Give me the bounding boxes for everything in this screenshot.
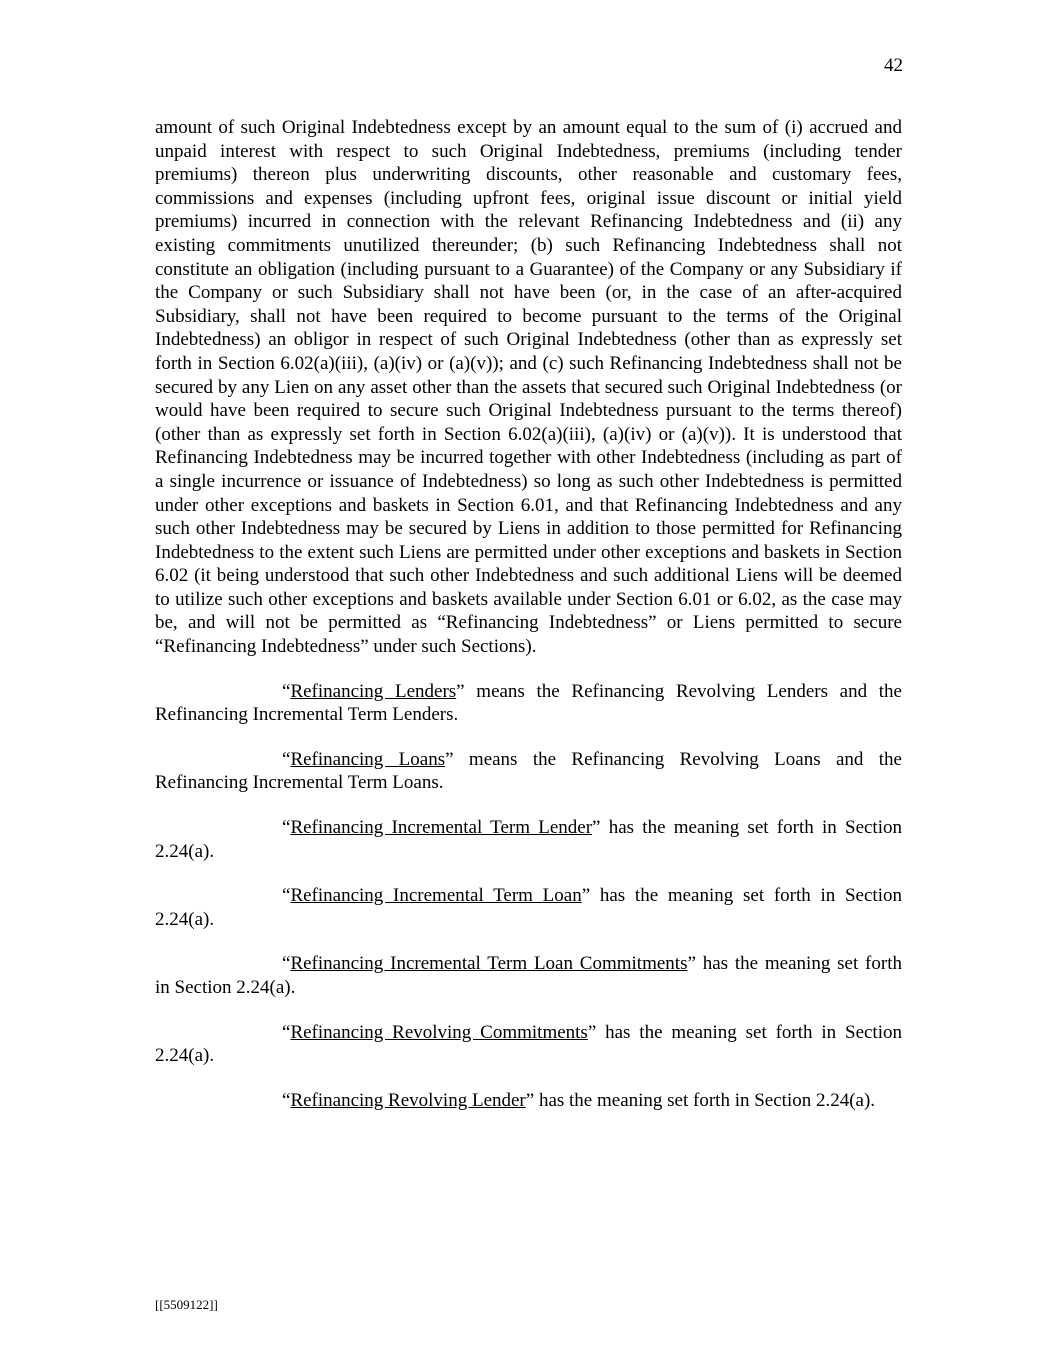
footer-doc-id: [[5509122]] — [155, 1297, 218, 1312]
open-quote: “ — [282, 1089, 291, 1111]
defined-term: Refinancing Revolving Commitments — [290, 1021, 588, 1043]
defined-term: Refinancing Incremental Term Loan Commitments — [290, 953, 688, 975]
document-content — [155, 116, 902, 1112]
definition-paragraph — [155, 748, 902, 795]
definition-paragraph — [155, 816, 902, 863]
open-quote: “ — [282, 680, 291, 702]
open-quote: “ — [282, 885, 291, 907]
open-quote: “ — [282, 748, 291, 770]
definition-text: ” has the meaning set forth in Section 2.24(a). — [155, 817, 902, 862]
defined-term: Refinancing Loans — [290, 748, 446, 770]
open-quote: “ — [282, 953, 291, 975]
definition-paragraph — [155, 680, 902, 727]
defined-term: Refinancing Revolving Lender — [290, 1089, 526, 1111]
page-number: 42 — [884, 55, 903, 76]
definition-paragraph — [155, 952, 902, 999]
open-quote: “ — [282, 1021, 291, 1043]
open-quote: “ — [282, 817, 291, 839]
definition-paragraph — [155, 1021, 902, 1068]
body-paragraph: amount of such Original Indebtedness except by an amount equal to the sum of (i) accrued and unpaid interest with respect to such Original Indebtedness, premiums (including tender premiums) thereon plus underwriting discounts, other reasonable and customary fees, commissions and expenses (including upfront fees, original issue discount or initial yield premiums) incurred in connection with the relevant Refinancing Indebtedness and (ii) any existing commitments unutilized thereunder; (b) such Refinancing Indebtedness shall not constitute an obligation (including pursuant to a Guarantee) of the Company or any Subsidiary if the Company or such Subsidiary shall not have been (or, in the case of an after-acquired Subsidiary, shall not have been required to become pursuant to the terms of the Original Indebtedness) an obligor in respect of such Original Indebtedness (other than as expressly set forth in Section 6.02(a)(iii), (a)(iv) or (a)(v)); and (c) such Refinancing Indebtedness shall not be secured by any Lien on any asset other than the assets that secured such Original Indebtedness (or would have been required to secure such Original Indebtedness pursuant to the terms thereof) (other than as expressly set forth in Section 6.02(a)(iii), (a)(iv) or (a)(v)). It is understood that Refinancing Indebtedness may be incurred together with other Indebtedness (including as part of a single incurrence or issuance of Indebtedness) so long as such other Indebtedness is permitted under other exceptions and baskets in Section 6.01, and that Refinancing Indebtedness and any such other Indebtedness may be secured by Liens in addition to those permitted for Refinancing Indebtedness to the extent such Liens are permitted under other exceptions and baskets in Section 6.02 (it being understood that such other Indebtedness and such additional Liens will be deemed to utilize such other exceptions and baskets available under Section 6.01 or 6.02, as the case may be, and will not be permitted as “Refinancing Indebtedness” or Liens permitted to secure “Refinancing Indebtedness” under such Sections). — [155, 117, 902, 658]
definition-text: ” has the meaning set forth in Section 2.24(a). — [155, 1021, 902, 1067]
definition-text: ” has the meaning set forth in Section 2.24(a). — [155, 885, 902, 930]
defined-term: Refinancing Lenders — [290, 680, 457, 702]
definition-text: ” has the meaning set forth in Section 2.24(a). — [525, 1089, 876, 1111]
defined-term: Refinancing Incremental Term Loan — [290, 885, 582, 907]
definition-paragraph — [155, 1089, 902, 1113]
definition-text: ” has the meaning set forth in Section 2.24(a). — [155, 953, 902, 998]
definition-text: ” means the Refinancing Revolving Loans and the Refinancing Incremental Term Loans. — [155, 748, 902, 794]
definition-paragraph — [155, 884, 902, 931]
defined-term: Refinancing Incremental Term Lender — [290, 817, 593, 839]
definition-text: ” means the Refinancing Revolving Lenders and the Refinancing Incremental Term Lenders. — [155, 680, 902, 726]
